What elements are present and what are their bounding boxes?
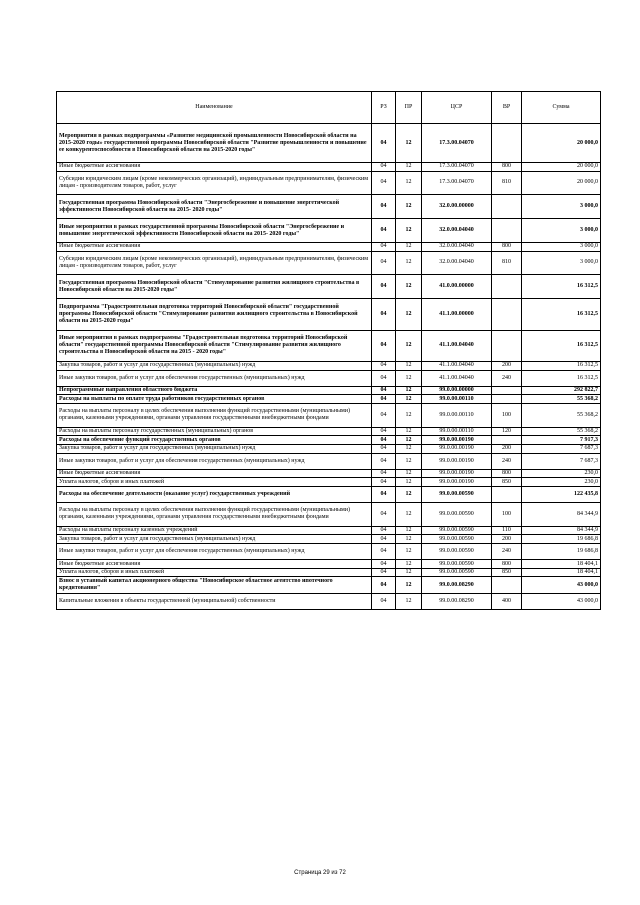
cell-csr: 41.1.00.00000	[422, 299, 492, 330]
cell-csr: 99.0.00.00190	[422, 436, 492, 445]
cell-vr	[492, 219, 522, 243]
table-row	[57, 503, 601, 527]
cell-pr: 12	[396, 219, 422, 243]
cell-vr: 200	[492, 444, 522, 453]
cell-name: Закупка товаров, работ и услуг для государственных (муниципальных) нужд	[57, 361, 372, 370]
cell-rz: 04	[372, 444, 396, 453]
table-row	[57, 526, 601, 535]
cell-rz: 04	[372, 370, 396, 386]
cell-pr: 12	[396, 535, 422, 544]
table-row	[57, 395, 601, 404]
cell-pr: 12	[396, 560, 422, 569]
cell-sum: 55 368,2	[522, 427, 601, 436]
cell-csr: 41.1.00.04040	[422, 330, 492, 361]
cell-vr	[492, 275, 522, 299]
table-row	[57, 299, 601, 330]
cell-sum: 43 000,0	[522, 577, 601, 593]
cell-name: Государственная программа Новосибирской области "Стимулирование развития жилищного строительства в Новосибирской области на 2015-2020 годы"	[57, 275, 372, 299]
cell-sum: 20 000,0	[522, 163, 601, 172]
cell-sum: 292 822,7	[522, 386, 601, 395]
cell-name: Субсидии юридическим лицам (кроме некоммерческих организаций), индивидуальным предпринимателям, физическим лицам - производителям товаров, работ, услуг	[57, 251, 372, 275]
cell-rz: 04	[372, 361, 396, 370]
cell-name: Иные бюджетные ассигнования	[57, 560, 372, 569]
cell-csr: 32.0.00.00000	[422, 195, 492, 219]
cell-name: Расходы на обеспечение деятельности (оказание услуг) государственных учреждений	[57, 486, 372, 502]
table-row	[57, 560, 601, 569]
cell-sum: 122 435,8	[522, 486, 601, 502]
cell-name: Иные мероприятия в рамках подпрограммы "Градостроительная подготовка территорий Новосибирской области" государственной программы Новосибирской области "Стимулирование развития жилищного строительства в Новосибирской области на 2015 - 2020 годы"	[57, 330, 372, 361]
cell-pr: 12	[396, 124, 422, 163]
cell-name: Иные закупки товаров, работ и услуг для обеспечения государственных (муниципальных) нужд	[57, 453, 372, 469]
cell-vr: 850	[492, 568, 522, 577]
cell-sum: 16 312,5	[522, 370, 601, 386]
cell-name: Непрограммные направления областного бюджета	[57, 386, 372, 395]
cell-vr	[492, 195, 522, 219]
cell-name: Капитальные вложения в объекты государственной (муниципальной) собственности	[57, 593, 372, 609]
cell-pr: 12	[396, 163, 422, 172]
cell-rz: 04	[372, 593, 396, 609]
cell-pr: 12	[396, 444, 422, 453]
cell-pr: 12	[396, 453, 422, 469]
table-row	[57, 163, 601, 172]
table-row	[57, 568, 601, 577]
cell-csr: 99.0.00.00110	[422, 395, 492, 404]
cell-sum: 55 368,2	[522, 395, 601, 404]
header-pr: ПР	[396, 92, 422, 124]
cell-sum: 55 368,2	[522, 403, 601, 427]
cell-rz: 04	[372, 219, 396, 243]
page-footer: Страница 29 из 72	[294, 870, 346, 876]
cell-vr: 120	[492, 427, 522, 436]
cell-vr: 850	[492, 478, 522, 487]
cell-sum: 43 000,0	[522, 593, 601, 609]
cell-name: Закупка товаров, работ и услуг для государственных (муниципальных) нужд	[57, 444, 372, 453]
cell-name: Взнос в уставный капитал акционерного общества "Новосибирское областное агентство ипотечного кредитования"	[57, 577, 372, 593]
cell-pr: 12	[396, 478, 422, 487]
cell-csr: 17.3.00.04070	[422, 163, 492, 172]
cell-csr: 99.0.00.00590	[422, 560, 492, 569]
cell-pr: 12	[396, 503, 422, 527]
cell-sum: 16 312,5	[522, 275, 601, 299]
cell-vr	[492, 330, 522, 361]
cell-pr: 12	[396, 436, 422, 445]
cell-csr: 99.0.00.00590	[422, 526, 492, 535]
cell-pr: 12	[396, 469, 422, 478]
table-row	[57, 124, 601, 163]
cell-sum: 20 000,0	[522, 171, 601, 195]
cell-rz: 04	[372, 395, 396, 404]
cell-name: Расходы на выплаты персоналу государственных (муниципальных) органов	[57, 427, 372, 436]
cell-vr: 810	[492, 251, 522, 275]
cell-name: Расходы на обеспечение функций государственных органов	[57, 436, 372, 445]
budget-table	[56, 91, 601, 610]
cell-sum: 20 000,0	[522, 124, 601, 163]
table-row	[57, 535, 601, 544]
cell-sum: 18 404,1	[522, 568, 601, 577]
cell-vr: 800	[492, 242, 522, 251]
cell-vr: 400	[492, 593, 522, 609]
table-row	[57, 386, 601, 395]
cell-sum: 16 312,5	[522, 299, 601, 330]
table-row	[57, 444, 601, 453]
cell-csr: 99.0.00.00590	[422, 535, 492, 544]
cell-vr	[492, 299, 522, 330]
cell-sum: 230,0	[522, 469, 601, 478]
cell-rz: 04	[372, 560, 396, 569]
cell-vr: 800	[492, 163, 522, 172]
cell-name: Субсидии юридическим лицам (кроме некоммерческих организаций), индивидуальным предпринимателям, физическим лицам - производителям товаров, работ, услуг	[57, 171, 372, 195]
cell-csr: 17.3.00.04070	[422, 124, 492, 163]
cell-csr: 99.0.00.00190	[422, 453, 492, 469]
cell-name: Иные мероприятия в рамках государственной программы Новосибирской области "Энергосбережение и повышение энергетической эффективности Новосибирской области на 2015- 2020 годы"	[57, 219, 372, 243]
table-row	[57, 593, 601, 609]
table-header-row	[57, 92, 601, 124]
cell-name: Иные закупки товаров, работ и услуг для обеспечения государственных (муниципальных) нужд	[57, 370, 372, 386]
cell-csr: 32.0.00.04040	[422, 242, 492, 251]
cell-vr: 200	[492, 361, 522, 370]
cell-name: Закупка товаров, работ и услуг для государственных (муниципальных) нужд	[57, 535, 372, 544]
cell-sum: 7 687,3	[522, 444, 601, 453]
cell-csr: 32.0.00.04040	[422, 251, 492, 275]
table-row	[57, 361, 601, 370]
cell-sum: 3 000,0	[522, 195, 601, 219]
cell-csr: 41.1.00.04040	[422, 361, 492, 370]
cell-pr: 12	[396, 361, 422, 370]
header-name: Наименование	[57, 92, 372, 124]
cell-rz: 04	[372, 526, 396, 535]
cell-csr: 99.0.00.00590	[422, 568, 492, 577]
cell-rz: 04	[372, 469, 396, 478]
cell-pr: 12	[396, 486, 422, 502]
table-row	[57, 427, 601, 436]
cell-sum: 7 687,3	[522, 453, 601, 469]
cell-sum: 7 917,3	[522, 436, 601, 445]
table-row	[57, 453, 601, 469]
header-vr: ВР	[492, 92, 522, 124]
cell-name: Иные бюджетные ассигнования	[57, 163, 372, 172]
cell-rz: 04	[372, 403, 396, 427]
cell-rz: 04	[372, 299, 396, 330]
cell-rz: 04	[372, 478, 396, 487]
cell-name: Расходы на выплаты по оплате труда работников государственных органов	[57, 395, 372, 404]
cell-vr: 240	[492, 544, 522, 560]
cell-vr: 240	[492, 453, 522, 469]
table-row	[57, 275, 601, 299]
cell-sum: 3 000,0	[522, 251, 601, 275]
cell-vr: 100	[492, 403, 522, 427]
cell-rz: 04	[372, 330, 396, 361]
cell-pr: 12	[396, 526, 422, 535]
cell-csr: 99.0.00.00110	[422, 427, 492, 436]
cell-sum: 3 000,0	[522, 242, 601, 251]
cell-vr	[492, 124, 522, 163]
cell-pr: 12	[396, 403, 422, 427]
table-row	[57, 242, 601, 251]
cell-rz: 04	[372, 436, 396, 445]
cell-vr	[492, 436, 522, 445]
table-row	[57, 478, 601, 487]
cell-csr: 17.3.00.04070	[422, 171, 492, 195]
cell-csr: 41.1.00.04040	[422, 370, 492, 386]
cell-csr: 41.0.00.00000	[422, 275, 492, 299]
table-row	[57, 330, 601, 361]
cell-name: Государственная программа Новосибирской области "Энергосбережение и повышение энергетической эффективности Новосибирской области на 2015- 2020 годы"	[57, 195, 372, 219]
table-row	[57, 370, 601, 386]
cell-rz: 04	[372, 453, 396, 469]
cell-pr: 12	[396, 242, 422, 251]
cell-csr: 99.0.00.00110	[422, 403, 492, 427]
cell-rz: 04	[372, 195, 396, 219]
cell-vr: 200	[492, 535, 522, 544]
table-row	[57, 577, 601, 593]
cell-vr: 810	[492, 171, 522, 195]
cell-pr: 12	[396, 593, 422, 609]
cell-vr: 110	[492, 526, 522, 535]
cell-sum: 16 312,5	[522, 330, 601, 361]
cell-pr: 12	[396, 427, 422, 436]
cell-pr: 12	[396, 330, 422, 361]
cell-sum: 84 344,9	[522, 526, 601, 535]
table-row	[57, 219, 601, 243]
cell-vr: 800	[492, 560, 522, 569]
cell-pr: 12	[396, 386, 422, 395]
cell-sum: 18 404,1	[522, 560, 601, 569]
cell-vr	[492, 577, 522, 593]
cell-rz: 04	[372, 251, 396, 275]
cell-vr: 100	[492, 503, 522, 527]
cell-csr: 99.0.00.00590	[422, 503, 492, 527]
header-sum: Сумма	[522, 92, 601, 124]
cell-rz: 04	[372, 163, 396, 172]
cell-rz: 04	[372, 124, 396, 163]
cell-vr	[492, 386, 522, 395]
cell-rz: 04	[372, 275, 396, 299]
cell-pr: 12	[396, 395, 422, 404]
table-row	[57, 544, 601, 560]
cell-rz: 04	[372, 427, 396, 436]
cell-vr: 800	[492, 469, 522, 478]
cell-sum: 19 686,8	[522, 535, 601, 544]
cell-name: Уплата налогов, сборов и иных платежей	[57, 478, 372, 487]
table-row	[57, 171, 601, 195]
cell-name: Иные бюджетные ассигнования	[57, 469, 372, 478]
cell-name: Расходы на выплаты персоналу в целях обеспечения выполнения функций государственными (муниципальными) органами, казенными учреждениями, органами управления государственными внебюджетными фондами	[57, 403, 372, 427]
cell-vr: 240	[492, 370, 522, 386]
table-row	[57, 403, 601, 427]
cell-rz: 04	[372, 486, 396, 502]
cell-name: Иные бюджетные ассигнования	[57, 242, 372, 251]
cell-pr: 12	[396, 544, 422, 560]
cell-sum: 3 000,0	[522, 219, 601, 243]
cell-rz: 04	[372, 386, 396, 395]
cell-rz: 04	[372, 544, 396, 560]
table-body	[57, 124, 601, 610]
table-row	[57, 469, 601, 478]
cell-vr	[492, 486, 522, 502]
cell-rz: 04	[372, 503, 396, 527]
cell-sum: 84 344,9	[522, 503, 601, 527]
cell-csr: 99.0.00.00190	[422, 469, 492, 478]
cell-name: Уплата налогов, сборов и иных платежей	[57, 568, 372, 577]
cell-pr: 12	[396, 195, 422, 219]
cell-csr: 99.0.00.00190	[422, 478, 492, 487]
cell-name: Подпрограмма "Градостроительная подготовка территорий Новосибирской области" государственной программы Новосибирской области "Стимулирование развития жилищного строительства в Новосибирской области на 2015-2020 годы"	[57, 299, 372, 330]
cell-name: Расходы на выплаты персоналу в целях обеспечения выполнения функций государственными (муниципальными) органами, казенными учреждениями, органами управления государственными внебюджетными фондами	[57, 503, 372, 527]
cell-pr: 12	[396, 299, 422, 330]
cell-rz: 04	[372, 535, 396, 544]
cell-pr: 12	[396, 171, 422, 195]
cell-csr: 99.0.00.00590	[422, 544, 492, 560]
cell-csr: 99.0.00.00590	[422, 486, 492, 502]
cell-csr: 32.0.00.04040	[422, 219, 492, 243]
table-row	[57, 436, 601, 445]
cell-name: Расходы на выплаты персоналу казенных учреждений	[57, 526, 372, 535]
cell-rz: 04	[372, 568, 396, 577]
cell-rz: 04	[372, 171, 396, 195]
cell-name: Мероприятия в рамках подпрограммы «Развитие медицинской промышленности Новосибирской области на 2015-2020 годы» государственной программы Новосибирской области "Развитие промышленности и повышение ее конкурентоспособности в Новосибирской области на 2015-2020 годы"	[57, 124, 372, 163]
header-csr: ЦСР	[422, 92, 492, 124]
cell-csr: 99.0.00.08290	[422, 577, 492, 593]
table-row	[57, 195, 601, 219]
table-row	[57, 251, 601, 275]
cell-csr: 99.0.00.00190	[422, 444, 492, 453]
cell-name: Иные закупки товаров, работ и услуг для обеспечения государственных (муниципальных) нужд	[57, 544, 372, 560]
cell-rz: 04	[372, 242, 396, 251]
cell-pr: 12	[396, 370, 422, 386]
cell-pr: 12	[396, 275, 422, 299]
table-row	[57, 486, 601, 502]
cell-vr	[492, 395, 522, 404]
cell-rz: 04	[372, 577, 396, 593]
cell-csr: 99.0.00.08290	[422, 593, 492, 609]
cell-sum: 230,0	[522, 478, 601, 487]
cell-pr: 12	[396, 251, 422, 275]
cell-pr: 12	[396, 577, 422, 593]
cell-sum: 16 312,5	[522, 361, 601, 370]
header-rz: РЗ	[372, 92, 396, 124]
cell-sum: 19 686,8	[522, 544, 601, 560]
cell-csr: 99.0.00.00000	[422, 386, 492, 395]
cell-pr: 12	[396, 568, 422, 577]
